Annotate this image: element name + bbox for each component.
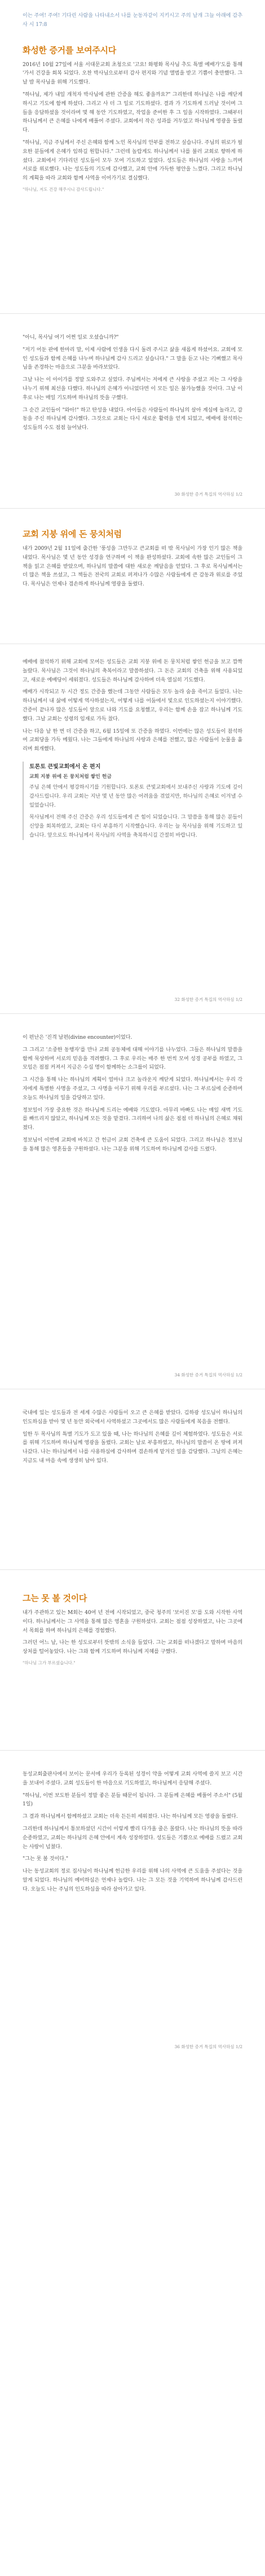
letter-quote [23,762,242,840]
section-6 [23,1409,242,1469]
paragraph: 예배가 시작되고 두 시간 정도 간증을 했는데 그동안 사람들은 모두 놀라 숨을 죽이고 들었다. 나는 하나님께서 내 삶에 어떻게 역사하셨는지, 어떻게 나를 어둠에서 빛으로 인도하셨는지 이야기했다. 간증이 끝나자 많은 성도들이 앞으로 나와 기도를 요청했고, 우리는 함께 손을 잡고 하나님께 기도했다. 그날 교회는 성령의 임재로 가득 찼다. [23,689,242,722]
paragraph: 그 순간 교인들이 "와아!" 하고 탄성을 내었다. 아이들은 사람들이 하나님의 살아 계심에 놀라고, 감동을 주신 하나님께 감사했다. 그것으로 교회는 다시 새로운 활력을 얻게 되었고, 예배에 참석하는 성도들의 수도 점점 늘어났다. [23,406,242,431]
section-3 [23,528,242,592]
page-divider [0,508,265,509]
paragraph: "하나님, 지금 주님께서 주신 은혜와 함께 노인 목사님의 안부를 전하고 싶습니다. 주님의 위로가 필요한 분들에게 은혜가 임하길 원합니다." 그런데 놀랍게도 하나님께서 나를 불러 교회로 향하게 하셨다. 교회에서 기다리던 성도들이 모두 모여 기도하고 있었다. 성도들은 하나님의 사랑을 느끼며 서로를 위로했다. 나는 성도들의 기도에 감사했고, 교회 안에 가득한 평안을 느꼈다. 그리고 하나님의 계획을 따라 교회와 함께 사역을 이어가기로 결심했다. [23,139,242,182]
page-footer-text: 30 화성한 증거 특집의 역사하심 1/2 [174,492,242,497]
lead-text: 이는 주여! 주여! 기다린 사람을 나타내소서 나를 눈동자같이 지키시고 주의 날개 그늘 아래에 감추사 시 17:8 [23,12,242,28]
paragraph: "저기 어둔 판에 한마리 말, 이제 사람에 인생을 다시 돌려 주시고 삶을 새롭게 하셨어요. 교회에 모인 성도들과 함께 은혜를 나누며 하나님께 감사 드리고 싶습니다." 그 말을 듣고 나는 기뻐했고 목사님을 존경하는 마음으로 그분을 바라보았다. [23,346,242,371]
paragraph: 목사님께서 전해 주신 간증은 우리 성도들에게 큰 힘이 되었습니다. 그 말씀을 통해 많은 분들이 신앙을 회복하였고, 교회는 다시 부흥하기 시작했습니다. 우리는 늘 목사님을 위해 기도하고 있습니다. 앞으로도 하나님께서 목사님의 사역을 축복하시길 간절히 바랍니다. [29,814,242,838]
paragraph: "하나님, 이번 보도한 분들이 정말 좋은 분들 때문이 됩니다. 그 분들께 은혜를 베풀어 주소서" (5월 1일) [23,1792,242,1808]
section-title-1: 화성한 증거를 보여주시다 [23,45,116,55]
page-divider [0,313,265,314]
paragraph: 내가 주관하고 있는 M회는 40여 년 전에 시작되었고, 중국 청주의 '보이진 모'를 도와 시작한 사역이다. 하나님께서는 그 사역을 통해 많은 영혼을 구원하셨다. 교회는 점점 성장하였고, 나는 그곳에서 목회를 하며 하나님의 은혜를 경험했다. [23,1610,242,1634]
paragraph: 그 결과 하나님께서 함께하셨고 교회는 더욱 든든히 세워졌다. 나는 하나님께 모든 영광을 돌렸다. [23,1813,238,1820]
section-4 [23,658,242,846]
paragraph: 정보님이 이번에 교회에 바치고 간 헌금이 교회 건축에 큰 도움이 되었다. 그리고 하나님은 정보님을 통해 많은 영혼들을 구원하셨다. 나는 그분을 위해 기도하며 하나님께 감사를 드렸다. [23,1136,242,1152]
section-2 [23,333,242,436]
quote-subheading: 교회 지붕 위에 돈 뭉치처럼 쌓인 헌금 [29,773,112,780]
paragraph: 이 편난은 '진격 남편(divine encounter)이었다. [23,1034,132,1040]
paragraph: 주님 은혜 안에서 평강하시기를 기원합니다. 토론토 큰빛교회에서 보내주신 사랑과 기도에 깊이 감사드립니다. 우리 교회는 지난 몇 년 동안 많은 어려움을 겪었지만, 하나님의 은혜로 이겨낼 수 있었습니다. [29,784,242,808]
section-title-7: 그는 못 볼 것이다 [23,1593,87,1603]
paragraph: 예배에 참석하기 위해 교회에 모여든 성도들은 교회 지붕 위에 돈 뭉치처럼 쌓인 헌금을 보고 깜짝 놀랐다. 목사님은 그것이 하나님의 축복이라고 말씀하셨다. 그 돈은 교회의 건축을 위해 사용되었고, 새로운 예배당이 세워졌다. 성도들은 하나님께 감사하며 더욱 열심히 기도했다. [23,659,242,683]
section-8 [23,1770,242,1897]
section-5 [23,1033,242,1157]
page-footer [175,996,242,1003]
page-divider [0,1569,265,1570]
page-divider [0,1750,265,1751]
paragraph: 그날 나는 이 아이가를 정말 도와주고 싶었다. 주님께서는 저에게 큰 사랑을 주셨고 저는 그 사랑을 나누기 위해 최선을 다했다. 하나님의 은혜가 아니었다면 이 모든 일은 불가능했을 것이다. 그날 이후로 나는 매일 기도하며 하나님의 뜻을 구했다. [23,377,242,401]
page-footer-text: 32 화성한 증거 특집의 역사하심 1/2 [174,997,242,1002]
section-title-3: 교회 지붕 위에 돈 뭉치처럼 [23,529,122,539]
paragraph: 2016년 10월 27일에 서울 서대문교회 초청으로 '고요! 화평화 목사님 추도 특별 예배가'도를 통해 '가서 건강을 회복 되었다. 오찬 박사님으로부터 감사 편지와 기념 앨범을 받고 기쁨이 충만했다. 그날 밤 목사님을 위해 기도했다. [23,61,242,86]
page-divider [0,1013,265,1014]
paragraph: "아니, 목사님 여기 어쩐 일로 오셨습니까?" [23,334,119,340]
paragraph: 동성교회출판사에서 보이는 문서에 우리가 등록된 성경이 약을 어떻게 교회 사역에 쓸지 보고 시간을 보내어 주셨다. 교회 성도들이 한 마음으로 기도하였고, 하나님께서 응답해 주셨다. [23,1771,242,1786]
section-1 [23,11,242,196]
paragraph: 일한 두 목사님의 특별 기도가 도고 있을 때, 나는 하나님의 은혜를 깊이 체험하였다. 성도들은 서로를 위해 기도하며 하나님께 영광을 돌렸다. 교회는 날로 부흥하였고, 하나님의 말씀이 온 땅에 퍼져 나갔다. 나는 하나님께서 나를 사용하심에 감사하며 겸손하게 맡겨진 일을 감당했다. 그날의 은혜는 지금도 내 마음 속에 생생히 남아 있다. [23,1431,242,1464]
paragraph: 그 그리고 '소중한 동행자'를 만나 교회 공동체에 대해 이야기를 나누었다. 그들은 하나님의 말씀을 함께 묵상하며 서로의 믿음을 격려했다. 그 후로 우리는 매주 한 번씩 모여 성경 공부를 하였고, 그 모임은 점점 커져서 지금은 수십 명이 함께하는 소그룹이 되었다. [23,1046,242,1071]
section-7 [23,1592,242,1669]
paragraph: 그러던 어느 날, 나는 한 성도로부터 뜻밖의 소식을 들었다. 그는 교회를 떠나겠다고 말하며 마음의 상처를 털어놓았다. 나는 그와 함께 기도하며 하나님께 지혜를 구했다. [23,1639,242,1655]
page-footer [175,1372,242,1378]
page-footer [175,491,242,497]
page-footer-text: 36 화성한 증거 특집의 역사하심 1/2 [174,2044,242,2049]
paragraph: 나는 동성교회의 정로 집사님이 하나님께 헌금한 우리를 위해 나의 사역에 큰 도움을 주셨다는 것을 알게 되었다. 하나님의 예비하심은 언제나 놀랍다. 나는 그 모든 것을 기억하며 하나님께 감사드린다. 오늘도 나는 주님의 인도하심을 따라 살아가고 있다. [23,1868,242,1892]
footnote: "하나님, 저도 건강 해주시니 감사드립니다." [23,186,104,192]
page-footer [175,2044,242,2050]
footnote: "하나님 그가 부르셨습니다." [23,1660,76,1665]
paragraph: 그리한데 하나님께서 통보하셨던 시간이 이렇게 빨리 다가올 줄은 몰랐다. 나는 하나님의 뜻을 따라 순종하였고, 교회는 하나님의 은혜 안에서 계속 성장하였다. 성도들은 기쁨으로 예배를 드렸고 교회는 사랑이 넘쳤다. [23,1825,242,1850]
paragraph: 나는 다음 날 한 번 더 간증을 하고, 6월 15일에 또 간증을 하였다. 이번에는 많은 성도들이 참석하여 교회당을 가득 메웠다. 나는 그들에게 하나님의 사랑과 은혜를 전했고, 많은 사람들이 눈물을 흘리며 회개했다. [23,728,242,753]
page-footer-text: 34 화성한 증거 특집의 역사하심 1/2 [174,1372,242,1377]
paragraph: 국내에 있는 성도들과 전 세계 수많은 사람들이 오고 큰 은혜를 받았다. 김하광 성도님이 하나님의 인도하심을 받아 몇 년 동안 외국에서 사역하셨고 그곳에서도 많은 사람들에게 복음을 전했다. [23,1410,242,1425]
paragraph: 정보일이 가장 중요한 것은 하나님께 드리는 예배와 기도였다. 아무리 바빠도 나는 매일 새벽 기도를 빠뜨리지 않았고, 하나님께 모든 것을 맡겼다. 그리하여 나의 삶은 점점 더 하나님의 은혜로 채워졌다. [23,1107,242,1131]
paragraph: 내가 2009년 2월 11일에 출간한 '풍성을 그만두고 큰교회를 떠 밖 목사님이 가장 인기 많은 책을 내었다. 목사님은 몇 년 동안 성경을 연구하며 이 책을 완성하셨다. 교회에 속한 많은 교인들이 그 책을 읽고 은혜를 받았으며, 하나님의 말씀에 대한 새로운 깨달음을 얻었다. 그 후로 목사님께서는 더 많은 책을 쓰셨고, 그 책들은 전국의 교회로 퍼져나가 수많은 사람들에게 큰 감동과 위로를 주었다. 목사님은 언제나 겸손하게 하나님께 영광을 돌렸다. [23,545,242,588]
paragraph: "하나님, 제가 내일 개척자 박사님에 관한 간증을 해도 좋을까요?" 그리한데 하나님은 나를 깨닫게 하시고 기도에 함께 하셨다. 그리고 사 더 그 일로 기도하셨다. 결과 가 기도하게 드러날 것이며 그들을 응답하셨을 것이라며 몇 해 동안 기도하였고, 작업을 준비한 후 그 일을 시작하였다. 그때부터 하나님께서 큰 은혜를 나에게 배풀어 주셨다. 교회에서 작은 성과를 거두었고 하나님께 영광을 돌렸다. [23,91,242,134]
quote-heading: 토론토 큰빛교회에서 온 편지 [29,763,101,770]
paragraph: 그 시간을 통해 나는 하나님의 계획이 얼마나 크고 놀라운지 깨닫게 되었다. 하나님께서는 우리 각자에게 특별한 사명을 주셨고, 그 사명을 이루기 위해 우리를 부르셨다. 나는 그 부르심에 순종하며 오늘도 하나님의 일을 감당하고 있다. [23,1077,242,1101]
paragraph: "그는 못 볼 것이다." [23,1856,68,1862]
